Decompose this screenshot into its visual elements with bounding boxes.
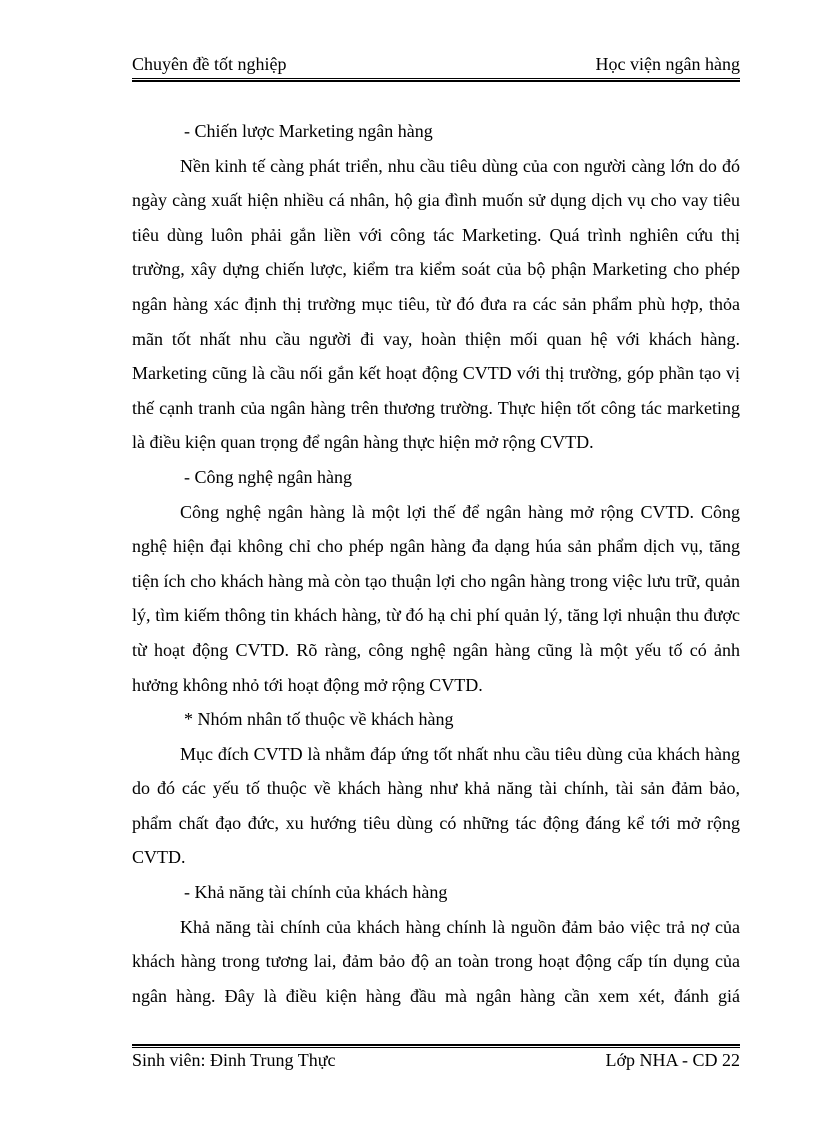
page-body	[132, 114, 740, 1013]
page-header	[132, 48, 740, 78]
paragraph-financial-capacity: Khả năng tài chính của khách hàng chính là nguồn đảm bảo việc trả nợ của khách hàng trong tương lai, đảm bảo độ an toàn trong hoạt động cấp tín dụng của ngân hàng. Đây là điều kiện hàng đầu mà ngân hàng cần xem xét, đánh giá	[132, 916, 740, 1006]
heading-financial-capacity: - Khả năng tài chính của khách hàng	[184, 882, 448, 903]
page-footer	[132, 1050, 740, 1080]
heading-marketing-strategy: - Chiến lược Marketing ngân hàng	[184, 121, 433, 141]
footer-rule-thick	[132, 1044, 740, 1046]
footer-student-name: Sinh viên: Đinh Trung Thực	[132, 1050, 336, 1070]
paragraph-marketing: Nền kinh tế càng phát triển, nhu cầu tiêu dùng của con người càng lớn do đó ngày càng xuất hiện nhiều cá nhân, hộ gia đình muốn sử dụng dịch vụ cho vay tiêu tiêu dùng luôn phải gắn liền với công tác Marketing. Quá trình nghiên cứu thị trường, xây dựng chiến lược, kiểm tra kiểm soát của bộ phận Marketing cho phép ngân hàng xác định thị trường mục tiêu, từ đó đưa ra các sản phẩm phù hợp, thỏa mãn tốt nhất nhu cầu người đi vay, hoàn thiện mối quan hệ với khách hàng. Marketing cũng là cầu nối gắn kết hoạt động CVTD với thị trường, góp phần tạo vị thế cạnh tranh của ngân hàng trên thương trường. Thực hiện tốt công tác marketing là điều kiện quan trọng để ngân hàng thực hiện mở rộng CVTD.	[132, 155, 740, 453]
paragraph-customer-factors: Mục đích CVTD là nhằm đáp ứng tốt nhất nhu cầu tiêu dùng của khách hàng do đó các yếu tố thuộc về khách hàng như khả năng tài chính, tài sản đảm bảo, phẩm chất đạo đức, xu hướng tiêu dùng có những tác động đáng kể tới mở rộng CVTD.	[132, 743, 740, 868]
header-rule-thin	[132, 78, 740, 79]
footer-class: Lớp NHA - CD 22	[605, 1050, 740, 1070]
header-document-type: Chuyên đề tốt nghiệp	[132, 54, 287, 74]
footer-rule-thin	[132, 1047, 740, 1048]
header-rule-thick	[132, 80, 740, 82]
heading-banking-technology: - Công nghệ ngân hàng	[184, 466, 352, 487]
header-institution: Học viện ngân hàng	[595, 54, 740, 74]
paragraph-technology: Công nghệ ngân hàng là một lợi thế để ngân hàng mở rộng CVTD. Công nghệ hiện đại không chỉ cho phép ngân hàng đa dạng húa sản phẩm dịch vụ, tăng tiện ích cho khách hàng mà còn tạo thuận lợi cho ngân hàng trong việc lưu trữ, quản lý, tìm kiếm thông tin khách hàng, từ đó hạ chi phí quản lý, tăng lợi nhuận thu được từ hoạt động CVTD. Rõ ràng, công nghệ ngân hàng cũng là một yếu tố có ảnh hưởng không nhỏ tới hoạt động mở rộng CVTD.	[132, 501, 740, 695]
heading-customer-factors: * Nhóm nhân tố thuộc về khách hàng	[184, 709, 454, 730]
